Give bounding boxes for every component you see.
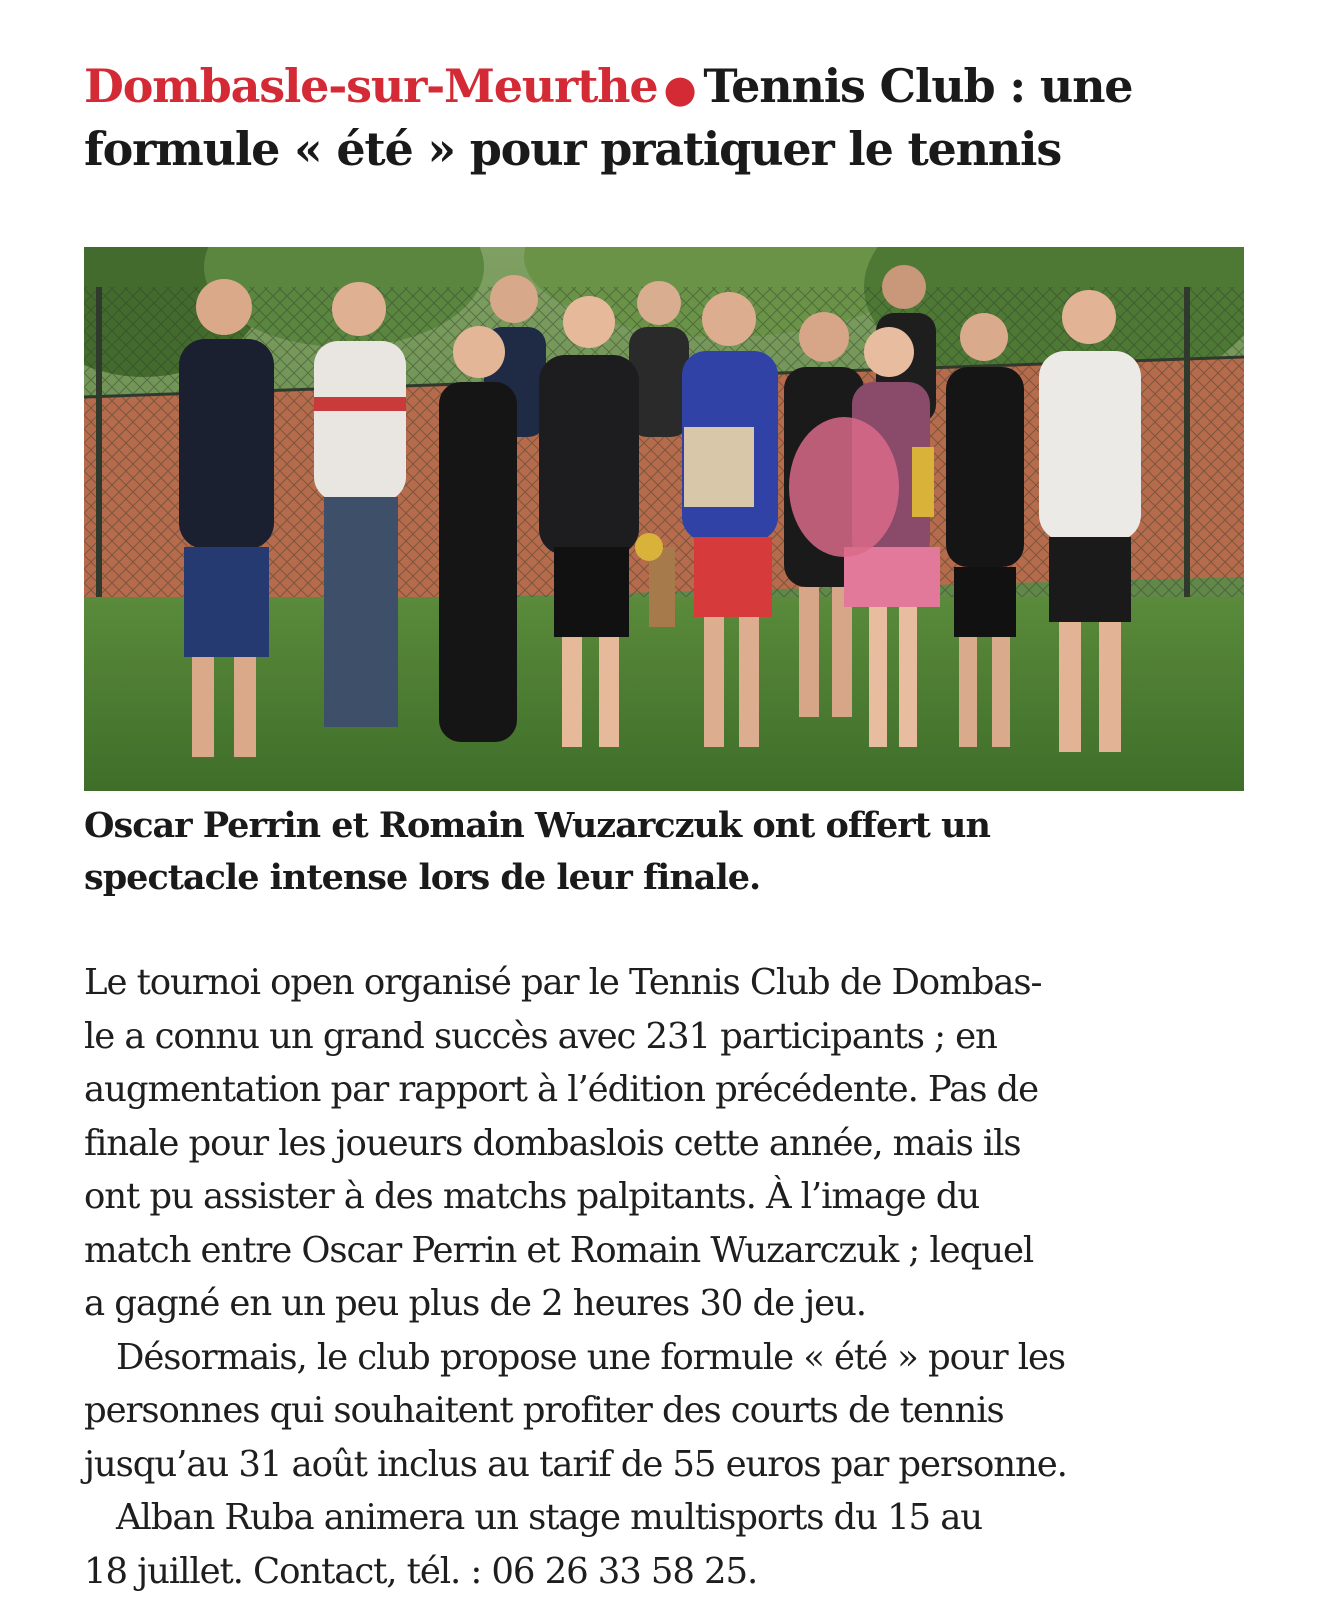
body-line: personnes qui souhaitent profiter des courts de tennis (84, 1390, 1004, 1431)
article (84, 56, 1244, 179)
body-line: Désormais, le club propose une formule « été » pour les (116, 1336, 1065, 1378)
article-body (84, 956, 1254, 1598)
body-line: augmentation par rapport à l’édition précédente. Pas de (84, 1069, 1039, 1110)
caption-line2: spectacle intense lors de leur finale. (84, 857, 761, 898)
bullet-icon: ● (663, 66, 696, 111)
body-line: a gagné en un peu plus de 2 heures 30 de jeu. (84, 1283, 866, 1324)
caption-line1: Oscar Perrin et Romain Wuzarczuk ont offert un (84, 805, 990, 846)
headline (84, 56, 1244, 179)
body-line: Le tournoi open organisé par le Tennis Club de Dombas- (84, 962, 1042, 1003)
body-line: match entre Oscar Perrin et Romain Wuzarczuk ; lequel (84, 1229, 1034, 1271)
body-line: le a connu un grand succès avec 231 participants ; en (84, 1015, 997, 1057)
headline-locality: Dombasle-sur-Meurthe (84, 59, 658, 113)
headline-line2: formule « été » pour pratiquer le tennis (84, 122, 1062, 176)
body-line: finale pour les joueurs dombaslois cette année, mais ils (84, 1122, 1021, 1164)
group-photo-illustration (84, 247, 1244, 791)
photo-caption (84, 800, 1244, 904)
body-line: jusqu’au 31 août inclus au tarif de 55 euros par personne. (84, 1443, 1067, 1485)
article-photo (84, 247, 1244, 791)
body-line: 18 juillet. Contact, tél. : 06 26 33 58 25. (84, 1550, 758, 1592)
headline-line1: Tennis Club : une (703, 59, 1133, 113)
body-line: ont pu assister à des matchs palpitants. À l’image du (84, 1176, 980, 1217)
body-line: Alban Ruba animera un stage multisports du 15 au (116, 1497, 983, 1538)
